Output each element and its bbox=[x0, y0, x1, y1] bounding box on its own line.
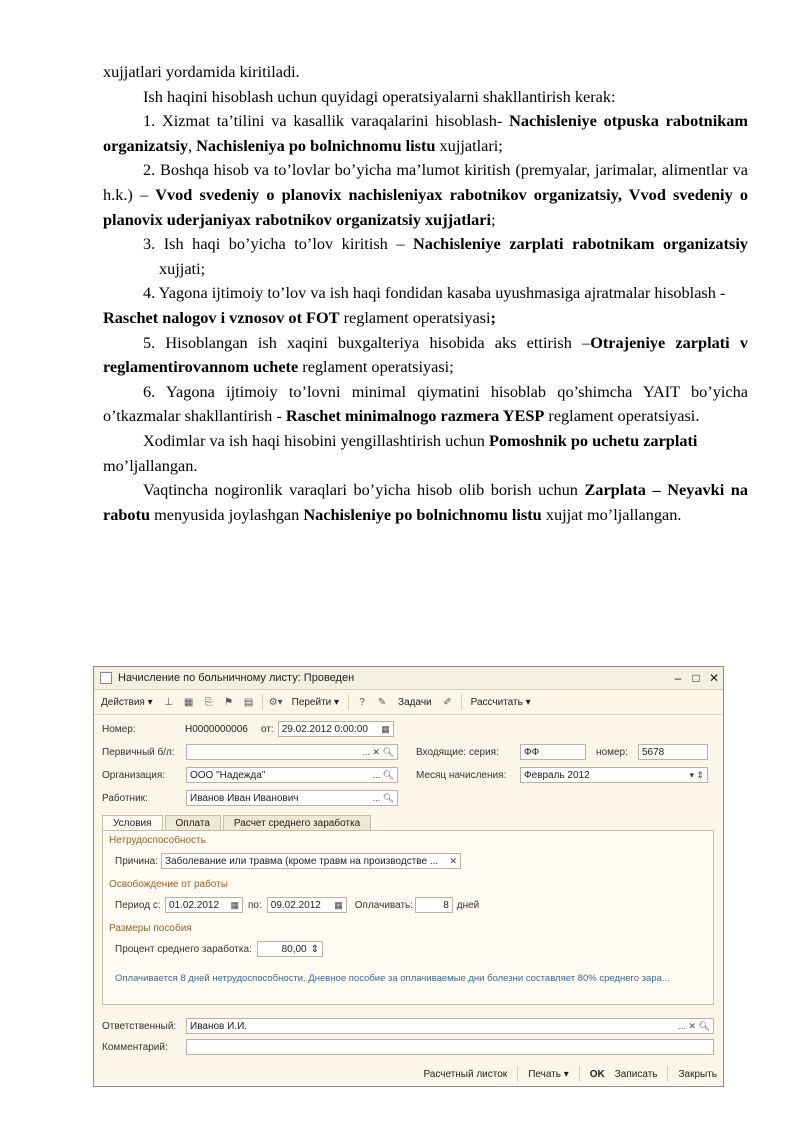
responsible-row bbox=[102, 1018, 714, 1034]
primary-label: Первичный б/л: bbox=[102, 746, 175, 758]
tab-average-earnings[interactable]: Расчет среднего заработка bbox=[223, 815, 371, 831]
paragraph bbox=[103, 306, 748, 331]
days-label: дней bbox=[456, 899, 480, 911]
from-label: от: bbox=[261, 723, 274, 735]
text: 3. Ish haqi bo’yicha to’lov kiritish – bbox=[143, 234, 414, 254]
paragraph bbox=[103, 454, 748, 479]
tab-bar bbox=[102, 815, 373, 831]
bold-term: Vvod svedeniy o planovix nachisleniyax rabotnikov organizatsiy, Vvod svedeniy o planovix uderjaniyax rabotnikov organizatsiy xujjatlari bbox=[103, 184, 748, 229]
info-text: Оплачивается 8 дней нетрудоспособности. Дневное пособие за оплачиваемые дни болезни составляет 80% среднего зара... bbox=[115, 973, 670, 984]
maximize-icon[interactable]: □ bbox=[692, 671, 700, 685]
text: reglament operatsiyasi. bbox=[544, 406, 700, 426]
calendar-icon[interactable]: ▦ bbox=[230, 899, 239, 910]
goto-menu[interactable]: Перейти ▾ bbox=[291, 696, 340, 708]
number-row bbox=[102, 721, 394, 737]
num2-field[interactable]: 5678 bbox=[638, 744, 708, 760]
bold-term: Raschet minimalnogo razmera YESP bbox=[285, 406, 545, 426]
paragraph bbox=[103, 60, 748, 85]
date-field[interactable] bbox=[278, 721, 394, 737]
text: ; bbox=[490, 307, 496, 327]
paragraph bbox=[103, 429, 748, 454]
table-icon[interactable]: ▦ bbox=[183, 696, 194, 708]
incoming-label: Входящие: серия: bbox=[416, 746, 499, 758]
number-label: Номер: bbox=[102, 723, 136, 735]
responsible-label: Ответственный: bbox=[102, 1020, 177, 1032]
period-from-field[interactable] bbox=[165, 897, 243, 913]
list-item-5 bbox=[103, 331, 748, 380]
responsible-field[interactable] bbox=[186, 1018, 714, 1034]
divider bbox=[667, 1066, 668, 1082]
document-icon bbox=[100, 672, 112, 684]
pay-label: Оплачивать: bbox=[354, 899, 414, 911]
list-item-4 bbox=[103, 281, 748, 306]
footer-bar bbox=[423, 1066, 717, 1082]
text: 2. Boshqa hisob va to’lovlar bo’yicha ma’lumot kiritish (premyalar, jarimalar, alimentlar va h.k.) – bbox=[103, 160, 748, 204]
text: 1. Xizmat ta’tilini va kasallik varaqalarini hisoblash- bbox=[143, 111, 510, 131]
text: reglament operatsiyasi; bbox=[298, 357, 454, 377]
text: ; bbox=[491, 209, 496, 229]
number-value: Н0000000006 bbox=[185, 723, 248, 735]
calendar-icon[interactable]: ▦ bbox=[334, 899, 343, 910]
period-from-value: 01.02.2012 bbox=[169, 899, 220, 911]
actions-menu[interactable]: Действия ▾ bbox=[101, 696, 153, 708]
calendar-icon[interactable]: ▦ bbox=[381, 723, 390, 734]
post-icon[interactable]: ⊥ bbox=[164, 696, 173, 708]
calculate-menu[interactable]: Рассчитать ▾ bbox=[470, 696, 531, 708]
text: Ish haqini hisoblash uchun quyidagi operatsiyalarni shakllantirish kerak: bbox=[143, 86, 616, 106]
text: Vaqtincha nogironlik varaqlari bo’yicha hisob olib borish uchun bbox=[143, 480, 585, 500]
text: reglament operatsiyasi bbox=[339, 307, 491, 327]
num2-label: номер: bbox=[596, 746, 628, 758]
minimize-icon[interactable]: – bbox=[674, 671, 682, 685]
copy-icon[interactable]: ⎘ bbox=[204, 696, 213, 708]
sick-leave-window bbox=[93, 666, 724, 1087]
select-search-icon[interactable]: ... 🔍︎ bbox=[372, 792, 394, 803]
percent-row bbox=[115, 941, 323, 957]
org-label: Организация: bbox=[102, 769, 166, 781]
series-field[interactable]: ФФ bbox=[520, 744, 586, 760]
month-label: Месяц начисления: bbox=[416, 769, 507, 781]
date-value: 29.02.2012 0:00:00 bbox=[281, 723, 368, 735]
bold-term: Nachisleniye otpuska rabotnikam organizatsiy bbox=[103, 111, 748, 155]
month-field[interactable] bbox=[520, 767, 708, 783]
text: xujjatlari yordamida kiritiladi. bbox=[103, 62, 300, 81]
period-to-field[interactable] bbox=[267, 897, 347, 913]
worker-label: Работник: bbox=[102, 792, 148, 804]
list-item-6 bbox=[103, 380, 748, 429]
save-button[interactable]: Записать bbox=[614, 1068, 658, 1080]
text: 6. Yagona ijtimoiy to’lovni minimal qiymatini hisoblab qo’shimcha YAIT bo’yicha o’tkazmalar shakllantirish - bbox=[103, 381, 748, 426]
paragraph bbox=[103, 478, 748, 527]
divider bbox=[461, 694, 462, 710]
document-text bbox=[103, 60, 748, 527]
paragraph bbox=[103, 85, 748, 110]
worker-field[interactable] bbox=[186, 790, 398, 806]
text: Xodimlar va ish haqi hisobini yengillashtirish uchun bbox=[143, 430, 489, 450]
list-item-3 bbox=[103, 232, 748, 281]
responsible-value: Иванов И.И. bbox=[190, 1020, 248, 1032]
select-clear-search-icon[interactable]: ... ✕ 🔍︎ bbox=[362, 746, 394, 757]
text: xujjati; bbox=[159, 258, 206, 278]
comment-row bbox=[102, 1039, 714, 1055]
pay-days-field[interactable]: 8 bbox=[415, 897, 453, 913]
divider bbox=[579, 1066, 580, 1082]
bold-term: Raschet nalogov i vznosov ot FOT bbox=[103, 307, 340, 327]
select-clear-search-icon[interactable]: ... ✕ 🔍︎ bbox=[678, 1020, 710, 1031]
text: , bbox=[188, 135, 197, 155]
group-release: Освобождение от работы bbox=[109, 879, 228, 890]
text: xujjatlari; bbox=[435, 135, 503, 155]
percent-value: 80,00 bbox=[281, 943, 307, 955]
print-button[interactable]: Печать ▾ bbox=[528, 1068, 569, 1080]
bold-term: Nachisleniye zarplati rabotnikam organizatsiy bbox=[413, 234, 748, 254]
reason-value: Заболевание или травма (кроме травм на производстве ... bbox=[165, 855, 439, 867]
payslip-button[interactable]: Расчетный листок bbox=[423, 1068, 508, 1080]
conditions-panel bbox=[102, 830, 714, 1005]
bold-term: Nachisleniya po bolnichnomu listu bbox=[196, 135, 436, 155]
comment-label: Комментарий: bbox=[102, 1041, 168, 1053]
reason-field[interactable] bbox=[161, 853, 461, 869]
close-button[interactable]: Закрыть bbox=[678, 1068, 717, 1080]
worker-row bbox=[102, 790, 398, 806]
close-icon[interactable]: ✕ bbox=[708, 671, 720, 685]
group-disability: Нетрудоспособность bbox=[109, 835, 206, 846]
bold-term: Nachisleniye po bolnichnomu listu bbox=[303, 504, 542, 524]
tab-payment[interactable]: Оплата bbox=[165, 815, 221, 831]
pencil-icon[interactable]: ✎ bbox=[377, 696, 387, 708]
period-to-label: по: bbox=[248, 899, 262, 911]
toolbar bbox=[94, 690, 723, 715]
period-to-value: 09.02.2012 bbox=[270, 899, 321, 911]
divider bbox=[262, 694, 263, 710]
select-search-icon[interactable]: ... 🔍︎ bbox=[372, 769, 394, 780]
tasks-button[interactable]: Задачи bbox=[398, 696, 432, 708]
divider bbox=[517, 1066, 518, 1082]
month-value: Февраль 2012 bbox=[524, 769, 590, 781]
help-icon[interactable]: ? bbox=[359, 696, 365, 708]
text: menyusida joylashgan bbox=[150, 504, 304, 524]
reason-row bbox=[115, 853, 461, 869]
text: 4. Yagona ijtimoiy to’lov va ish haqi fondidan kasaba uyushmasiga ajratmalar hisoblash - bbox=[143, 283, 726, 303]
primary-field[interactable] bbox=[186, 744, 398, 760]
bold-term: Zarplata – Neyavki na rabotu bbox=[103, 480, 748, 524]
spinner-icon[interactable]: ⇕ bbox=[310, 943, 319, 955]
settings-icon[interactable]: ⚙▾ bbox=[268, 696, 283, 708]
worker-value: Иванов Иван Иванович bbox=[190, 792, 299, 804]
percent-label: Процент среднего заработка: bbox=[115, 943, 252, 955]
text: 5. Hisoblangan ish xaqini buxgalteriya hisobida aks ettirish – bbox=[143, 332, 591, 352]
list-item-1 bbox=[103, 109, 748, 158]
comment-field[interactable] bbox=[186, 1039, 714, 1055]
reason-label: Причина: bbox=[115, 855, 158, 867]
list-item-2 bbox=[103, 158, 748, 232]
text: mo’ljallangan. bbox=[103, 455, 198, 475]
period-row bbox=[115, 897, 479, 913]
bold-term: Otrajeniye zarplati v reglamentirovannom uchete bbox=[103, 332, 748, 377]
text: xujjat mo’ljallangan. bbox=[541, 504, 682, 524]
divider bbox=[348, 694, 349, 710]
primary-row bbox=[102, 744, 708, 760]
ok-button[interactable]: OK bbox=[589, 1068, 605, 1080]
period-from-label: Период с: bbox=[115, 899, 161, 911]
grid-icon[interactable]: ▤ bbox=[243, 696, 254, 708]
org-value: ООО "Надежда" bbox=[190, 769, 266, 781]
tab-conditions[interactable]: Условия bbox=[102, 815, 163, 831]
title-bar bbox=[94, 667, 723, 690]
org-field[interactable] bbox=[186, 767, 398, 783]
window-title: Начисление по больничному листу: Проведен bbox=[118, 672, 355, 684]
group-benefit: Размеры пособия bbox=[109, 923, 192, 934]
bold-term: Pomoshnik po uchetu zarplati bbox=[488, 430, 698, 450]
org-row bbox=[102, 767, 708, 783]
flag-icon[interactable]: ⚑ bbox=[224, 696, 234, 708]
dropdown-icon[interactable]: ▾ ⇕ bbox=[689, 769, 704, 780]
edit-icon[interactable]: ✐ bbox=[443, 696, 452, 708]
clear-icon[interactable]: ✕ bbox=[449, 855, 457, 866]
percent-field[interactable] bbox=[257, 941, 323, 957]
